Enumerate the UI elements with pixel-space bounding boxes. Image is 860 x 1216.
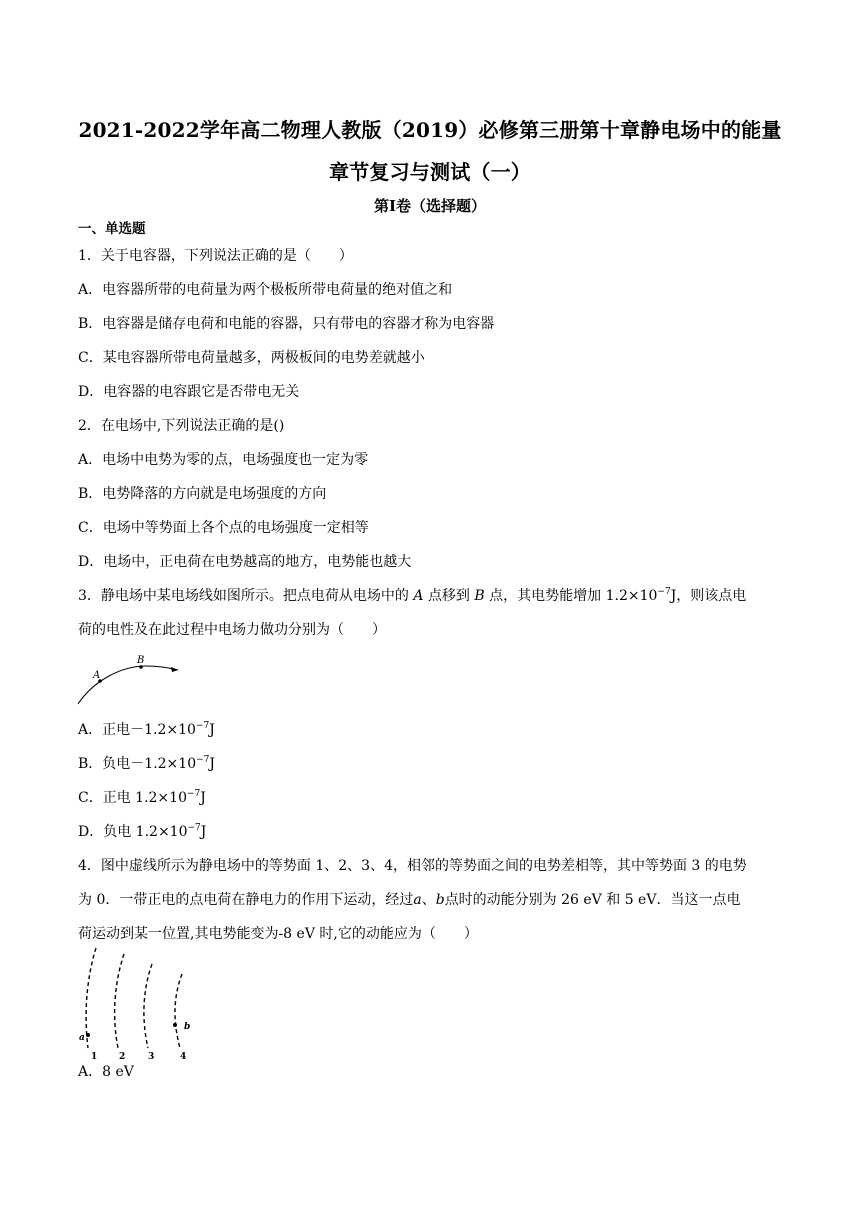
volume-subtitle: 第Ⅰ卷（选择题） xyxy=(373,197,487,215)
q3-text-4: J，则该点电 xyxy=(670,588,747,604)
question-3-stem-line-1 xyxy=(78,586,788,606)
surface-label-1: 1 xyxy=(91,1052,98,1060)
point-b-dot xyxy=(173,1023,177,1027)
question-3-stem-line-2: 荷的电性及在此过程中电场力做功分别为（ ） xyxy=(78,622,386,638)
section-heading: 一、单选题 xyxy=(78,221,146,237)
question-1-option-d: D．电容器的电容跟它是否带电无关 xyxy=(78,384,300,400)
question-4-stem-line-1: 4．图中虚线所示为静电场中的等势面 1、2、3、4，相邻的等势面之间的电势差相等，其中等势面 3 的电势 xyxy=(78,858,747,874)
question-1-option-a: A．电容器所带的电荷量为两个极板所带电荷量的绝对值之和 xyxy=(78,282,453,298)
q3-text-3: 点，其电势能增加 1.2×10 xyxy=(489,588,658,604)
point-b-label: b xyxy=(184,1022,191,1032)
surface-label-2: 2 xyxy=(119,1052,126,1060)
point-b-label: B xyxy=(137,655,145,666)
q3-text-2: 点移到 xyxy=(427,588,470,604)
question-4-option-a: A．8 eV xyxy=(78,1064,134,1080)
point-a-label: a xyxy=(79,1033,85,1043)
question-2-option-c: C．电场中等势面上各个点的电场强度一定相等 xyxy=(78,520,369,536)
question-2-stem: 2．在电场中,下列说法正确的是() xyxy=(78,418,285,434)
q3-text-1: 3．静电场中某电场线如图所示。把点电荷从电场中的 xyxy=(78,588,409,604)
question-3-option-a: A．正电$-1.2\times 10^{-7}J$ xyxy=(78,721,215,738)
question-1-option-b: B．电容器是储存电荷和电能的容器，只有带电的容器才称为电容器 xyxy=(78,316,495,332)
point-a-label: A xyxy=(93,670,101,681)
equipotential-line-1 xyxy=(86,948,96,1048)
surface-label-4: 4 xyxy=(180,1052,187,1060)
question-4-stem-line-3: 荷运动到某一位置,其电势能变为-8 eV 时,它的动能应为（ ） xyxy=(78,926,478,942)
equipotential-line-2 xyxy=(115,954,124,1048)
electric-field-line-figure xyxy=(74,652,186,708)
equipotential-line-3 xyxy=(144,964,152,1048)
question-3-option-d: D．负电 $1.2\times 10^{-7}J$ xyxy=(78,823,207,840)
question-3-option-c: C．正电 $1.2\times 10^{-7}J$ xyxy=(78,789,206,806)
question-4-stem-line-2: 为 0．一带正电的点电荷在静电力的作用下运动，经过a、b点时的动能分别为 26 eV 和 5 eV．当这一点电 xyxy=(78,892,741,908)
equipotential-line-4 xyxy=(175,974,182,1048)
document-title-line-2: 章节复习与测试（一） xyxy=(329,160,531,184)
q4-point-a: a xyxy=(413,892,422,908)
q3-exponent: −7 xyxy=(657,587,671,597)
surface-label-3: 3 xyxy=(148,1052,155,1060)
document-title-line-1: 2021-2022学年高二物理人教版（2019）必修第三册第十章静电场中的能量 xyxy=(78,118,782,142)
question-2-option-a: A．电场中电势为零的点，电场强度也一定为零 xyxy=(78,452,369,468)
q4-point-b: b xyxy=(435,892,445,908)
q3-point-a: A xyxy=(413,588,424,604)
q3-point-b: B xyxy=(474,588,485,604)
question-1-option-c: C．某电容器所带电荷量越多，两极板间的电势差就越小 xyxy=(78,350,425,366)
question-2-option-d: D．电场中，正电荷在电势越高的地方，电势能也越大 xyxy=(78,554,412,570)
equipotential-surfaces-figure xyxy=(74,944,204,1060)
question-1-stem: 1．关于电容器，下列说法正确的是（ ） xyxy=(78,248,353,264)
point-a-dot xyxy=(86,1033,90,1037)
question-3-option-b: B．负电$-1.2\times 10^{-7}J$ xyxy=(78,755,216,772)
question-2-option-b: B．电势降落的方向就是电场强度的方向 xyxy=(78,486,327,502)
